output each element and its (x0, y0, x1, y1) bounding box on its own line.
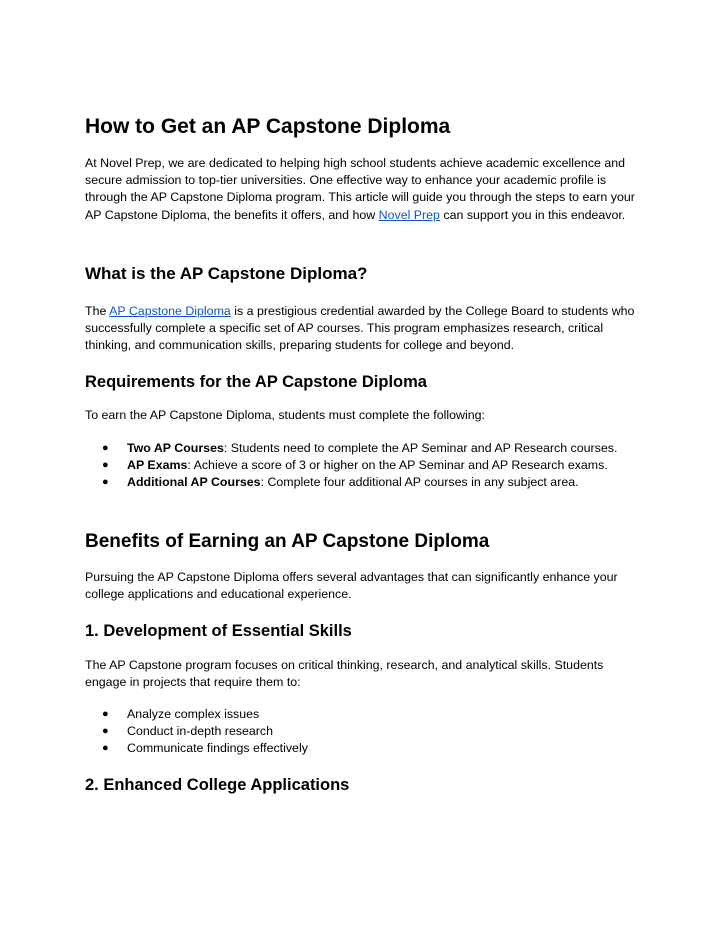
bullet-icon: ● (102, 725, 109, 738)
requirements-heading: Requirements for the AP Capstone Diploma (85, 373, 427, 391)
list-item (85, 474, 645, 491)
skills-paragraph: The AP Capstone program focuses on critical thinking, research, and analytical skills. Students engage in projects that require them to: (85, 658, 604, 690)
college-heading: 2. Enhanced College Applications (85, 776, 350, 794)
intro-text-end: can support you in this endeavor. (439, 207, 626, 222)
bullet-icon: ● (102, 742, 109, 755)
what-is-heading: What is the AP Capstone Diploma? (85, 264, 368, 283)
what-is-text-start: The (85, 304, 110, 318)
benefits-paragraph: Pursuing the AP Capstone Diploma offers several advantages that can significantly enhance your college applications and educational experience. (85, 570, 618, 602)
intro-paragraph (85, 155, 645, 224)
item-text: : Achieve a score of 3 or higher on the AP Seminar and AP Research exams. (187, 458, 608, 473)
skills-list (85, 706, 645, 758)
item-bold-label: AP Exams (127, 458, 188, 473)
requirements-list (85, 440, 645, 492)
novel-prep-link[interactable]: Novel Prep (378, 207, 440, 222)
item-bold-label: Two AP Courses (127, 441, 224, 455)
item-text: Analyze complex issues (127, 707, 260, 721)
item-text: : Complete four additional AP courses in any subject area. (260, 475, 579, 490)
list-item (85, 706, 645, 723)
what-is-text-end: is a prestigious credential awarded by the College Board to students who successfully complete a specific set of AP courses. This program emphasizes research, critical thinking, and communication skills, preparing students for college and beyond. (85, 304, 635, 353)
bullet-icon: ● (102, 708, 109, 720)
benefits-heading: Benefits of Earning an AP Capstone Diploma (85, 531, 490, 552)
intro-text-start: At Novel Prep, we are dedicated to helping high school students achieve academic excellence and secure admission to top-tier universities. One effective way to enhance your academic profile is through the AP Capstone Diploma program. This article will guide you through the steps to earn your AP Capstone Diploma, the benefits it offers, and how (85, 156, 635, 222)
item-bold-label: Additional AP Courses (127, 475, 261, 490)
list-item (85, 440, 645, 457)
list-item (85, 723, 645, 740)
what-is-paragraph (85, 303, 645, 355)
bullet-icon: ● (102, 442, 109, 454)
ap-capstone-diploma-link[interactable]: AP Capstone Diploma (109, 304, 231, 318)
bullet-icon: ● (102, 459, 109, 472)
list-item (85, 457, 645, 474)
item-text: Conduct in-depth research (127, 724, 274, 739)
skills-heading: 1. Development of Essential Skills (85, 622, 352, 640)
item-text: Communicate findings effectively (127, 741, 308, 756)
list-item (85, 740, 645, 757)
item-text: : Students need to complete the AP Seminar and AP Research courses. (223, 441, 618, 455)
requirements-intro: To earn the AP Capstone Diploma, students must complete the following: (85, 408, 485, 422)
page-title: How to Get an AP Capstone Diploma (85, 115, 451, 138)
bullet-icon: ● (102, 476, 109, 489)
